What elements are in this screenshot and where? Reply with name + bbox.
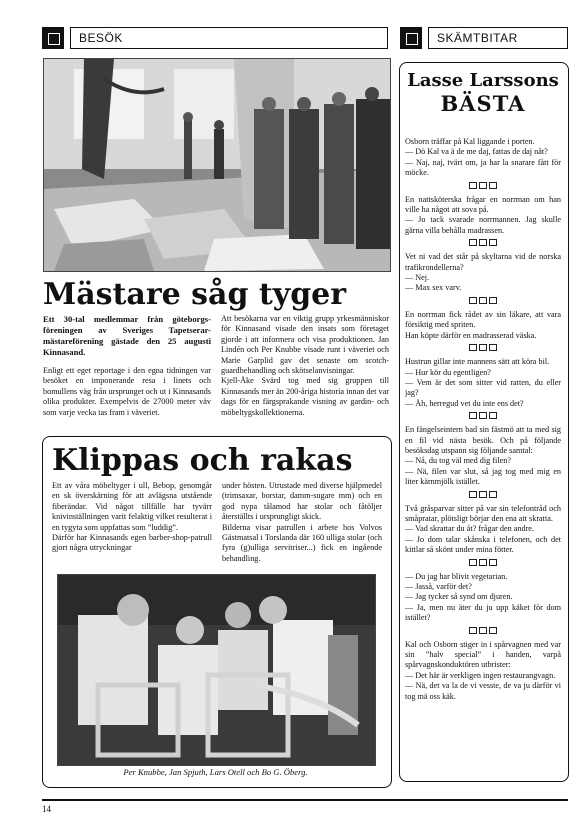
- article-lead: Ett 30-tal medlemmar från göteborgs-föreningen av Sveriges Tapetserar-mästareförening gästade den 25 augusti Kinnasand.: [43, 314, 211, 357]
- joke-item: — Du jag har blivit vegetarian. — Jasså, varför det? — Jag tycker så synd om djuren. — Ja, men nu äter du ju upp käket för dom istället?: [405, 571, 561, 623]
- joke-separator: [405, 412, 561, 421]
- jokes-title: Lasse Larssons: [407, 70, 559, 91]
- article-title: Klippas och rakas: [52, 443, 353, 478]
- joke-separator: [405, 182, 561, 191]
- jokes-header: [405, 70, 561, 116]
- page-number: 14: [42, 804, 51, 814]
- joke-separator: [405, 297, 561, 306]
- joke-item: Osborn träffar på Kal liggande i porten. — Dö Kal va ä de me daj, fattas de daj nåt? — Naj, naj, tvärt om, ja har la snarare fått för möcke.: [405, 137, 561, 178]
- section-label: BESÖK: [70, 27, 388, 49]
- jokes-title: BÄSTA: [440, 91, 526, 116]
- section-square-icon: [42, 27, 64, 49]
- section-header-skamtbitar: [400, 27, 568, 49]
- fabric-exhibition-photo: [43, 58, 391, 272]
- joke-separator: [405, 559, 561, 568]
- joke-item: Vet ni vad det står på skyltarna vid de norska trafikrondellerna? — Nej. — Max sex varv.: [405, 252, 561, 293]
- article-body: Enligt ett eget reportage i den egna tidningen var besöket en imponerande resa i linets och bomullens väg från ursprunget och ut i Kinnasands olika produkter. Exempelvis de 27000 meter väv som varje vecka tas fram i väveriet.: [43, 366, 211, 417]
- section-header-besok: [42, 27, 388, 49]
- joke-item: En nattsköterska frågar en norrman om han ville ha något att sova på. — Jo tack svarade norrmannen. Jag skulle gärna villa behålla madrassen.: [405, 194, 561, 235]
- section-label: SKÄMTBITAR: [428, 27, 568, 49]
- joke-separator: [405, 344, 561, 353]
- jokes-list: [405, 137, 561, 702]
- joke-separator: [405, 239, 561, 248]
- joke-separator: [405, 491, 561, 500]
- article-title: Mästare såg tyger: [43, 277, 347, 312]
- joke-separator: [405, 627, 561, 636]
- photo-caption: Per Knubbe, Jan Spjuth, Lars Otell och Bo G. Öberg.: [123, 767, 308, 777]
- barbershop-patrol-photo: [57, 574, 376, 766]
- section-square-icon: [400, 27, 422, 49]
- joke-item: En fängelseintern bad sin fästmö att ta med sig en fil vid nästa besök. Och på följande besöksdag utspann sig följande samtal: — Nå, du tog väl med dig filen? — Nä, filen var slut, så jag tog med mig en liter kärnmjölk istället.: [405, 425, 561, 487]
- article-body: Ett av våra möbeltyger i ull, Bebop, genomgår en sk överskärning för att avlägsna utstående fiberändar. Vid något tillfälle har tyvärr knivinställningen varit felaktig vilket resulterat i en tygyta som uppfattas som ”luddig”. Därför har Kinnasands egen barber-shop-patrull gjort några utryckningar: [52, 481, 212, 553]
- page-footer-rule: [42, 799, 568, 801]
- joke-item: En norrman fick rådet av sin läkare, att vara försiktig med spriten. Han köpte därför en madrasserad väska.: [405, 309, 561, 340]
- joke-item: Kal och Osborn stiger in i spårvagnen med var sin ”halv special” i handen, varpå spårvagnskonduktören utbrister: — Det här är verkligen ingen restaurangvagn. — Nä, det va la de vi vesste, de va ju därför vi tog mä oss käk.: [405, 639, 561, 701]
- article-body: under hösten. Utrustade med diverse hjälpmedel (trimsaxar, borstar, damm-sugare mm) och en god nypa tålamod har stolar och fåtöljer återställts i ursprungligt skick. Bilderna visar patrullen i arbete hos Volvos Gästmatsal i Torslanda där 160 ulliga stolar (och fyra (g)ulliga servitriser...) fick en ingående behandling.: [222, 481, 382, 563]
- article-body: Att besökarna var en viktig grupp yrkesmänniskor för Kinnasand visade den insats som företaget gjorde i att informera och visa produktionen. Jan Lindén och Per Knubbe visade runt i väveriet och Marie Garplid gav det senaste om scotch-guardbehandling och skötselanvisningar. Kjell-Åke Svärd tog med sig gruppen till Kinnasands mer än 200-åriga historia innan det var dags för en färgsprakande visning av gardin- och möbeltygskollektionerna.: [221, 314, 389, 417]
- joke-item: Hustrun gillar inte mannens sätt att köra bil. — Hur kör du egentligen? — Vem är det som sitter vid ratten, du eller jag? — Åh, herregud vet du inte ens det?: [405, 357, 561, 408]
- article-column: [43, 314, 211, 418]
- joke-item: Två gråsparvar sitter på var sin telefontråd och småpratar, plötsligt börjar den ena att skratta. — Vad skrattar du åt? frågar den andre. — Jo dom talar skånska i telefonen, och det kittlar så skönt under mina fötter.: [405, 503, 561, 555]
